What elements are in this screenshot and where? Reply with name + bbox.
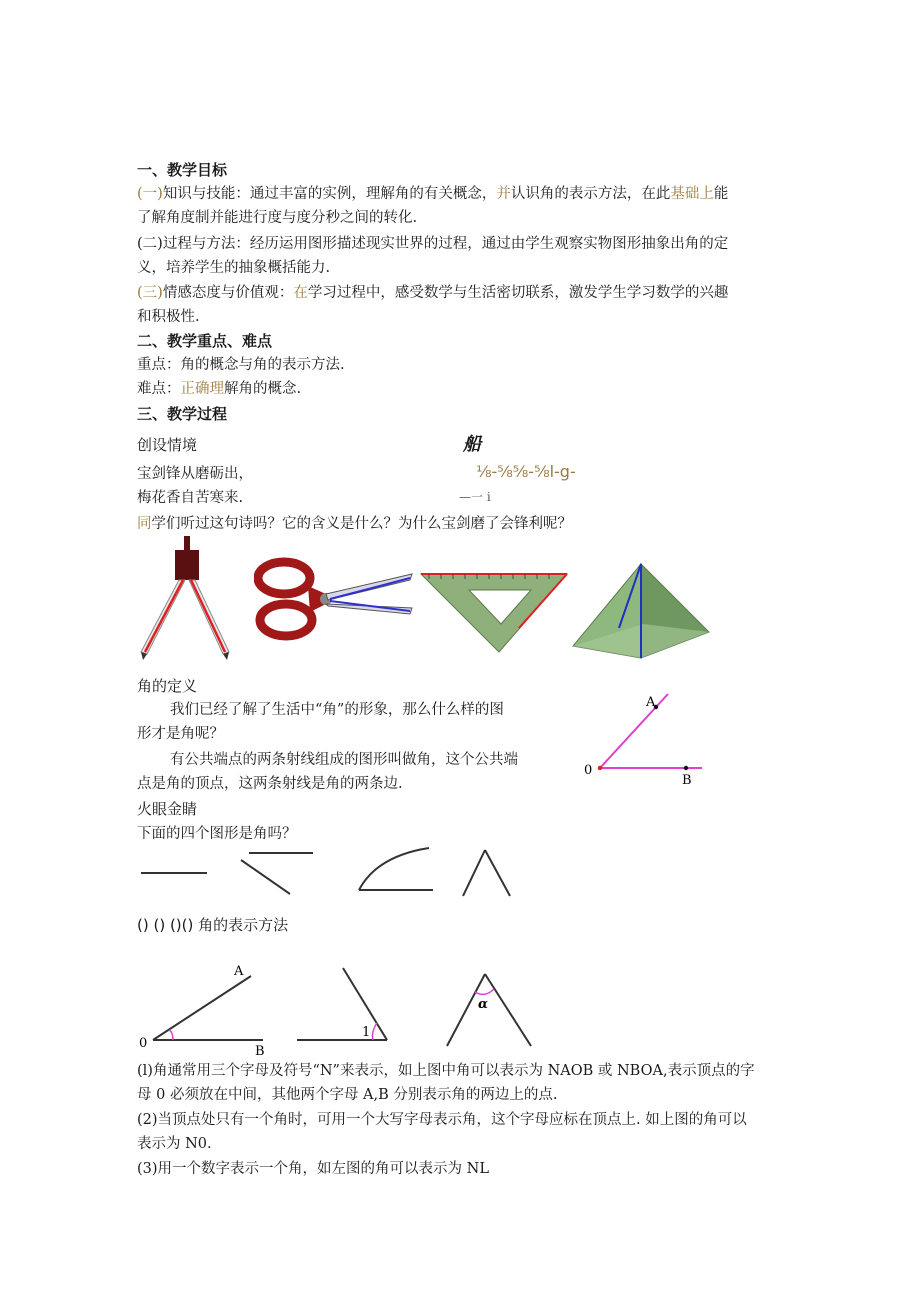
label-b: B bbox=[682, 773, 692, 788]
objective-3-text-c: 学习过程中，感受数学与生活密切联系，激发学生学习数学的兴趣 bbox=[307, 285, 729, 301]
shape-angle bbox=[463, 850, 510, 896]
poem-line-2: 梅花香自苦寒来. bbox=[137, 490, 244, 506]
angle-1-figure bbox=[297, 968, 387, 1040]
rule-2-line2: 表示为 N0. bbox=[137, 1136, 212, 1152]
angle-aob-notation-figure bbox=[139, 964, 265, 1059]
definition-title: 角的定义 bbox=[137, 677, 198, 695]
garbled-char: 船 bbox=[463, 434, 481, 455]
section1-heading: 一、教学目标 bbox=[137, 161, 228, 179]
triangle-ruler-image bbox=[419, 566, 569, 656]
definition-p1-line1: 我们已经了解了生活中“角”的形象，那么什么样的图 bbox=[170, 702, 504, 718]
rule-1-line1: (l)角通常用三个字母及符号“N”来表示，如上图中角可以表示为 NAOB 或 NBOA,表示顶点的字 bbox=[137, 1063, 755, 1079]
question-first-char: 同 bbox=[137, 516, 152, 532]
sharp-eye-question: 下面的四个图形是角吗？ bbox=[137, 826, 297, 842]
section3-heading: 三、教学过程 bbox=[137, 405, 228, 423]
poem-line-1: 宝剑锋从磨砺出， bbox=[137, 466, 253, 482]
objective-3 bbox=[137, 283, 728, 303]
label-a: A bbox=[646, 695, 656, 710]
objective-1-text-d: 基础上 bbox=[670, 186, 714, 202]
objective-1 bbox=[137, 184, 728, 204]
fig1-label-o: 0 bbox=[139, 1036, 148, 1051]
key-point: 重点：角的概念与角的表示方法. bbox=[137, 357, 345, 373]
garbled-dash: —一 ⅰ bbox=[459, 490, 491, 504]
fig1-label-a: A bbox=[234, 964, 244, 979]
angle-aob-figure bbox=[580, 688, 705, 788]
difficulty-prefix: 难点： bbox=[137, 381, 181, 397]
fig3-label: α bbox=[478, 997, 489, 1012]
objective-3-text-b: 在 bbox=[293, 285, 308, 301]
scene-title: 创设情境 bbox=[137, 436, 198, 454]
difficulty-colored: 正确理 bbox=[180, 381, 224, 397]
label-o: 0 bbox=[584, 763, 593, 778]
rule-2-line1: (2)当顶点处只有一个角时，可用一个大写字母表示角，这个字母应标在顶点上. 如上图的角可以 bbox=[137, 1112, 747, 1128]
angle-alpha-figure bbox=[447, 974, 531, 1046]
four-shapes-figure bbox=[137, 846, 537, 898]
sharp-eye-title: 火眼金睛 bbox=[137, 800, 198, 818]
rule-3: (3)用一个数字表示一个角，如左图的角可以表示为 NL bbox=[137, 1161, 489, 1177]
objective-1-text-c: 认识角的表示方法，在此 bbox=[510, 186, 671, 202]
fig2-label: 1 bbox=[362, 1025, 371, 1040]
question bbox=[137, 514, 572, 534]
rule-1-line2: 母 0 必须放在中间，其他两个字母 A,B 分别表示角的两边上的点. bbox=[137, 1087, 558, 1103]
objective-1-text-a: 知识与技能：通过丰富的实例，理解角的有关概念， bbox=[162, 186, 497, 202]
garbled-fractions: ⅛-⅝⅝-⅝l-g- bbox=[476, 462, 576, 481]
fig1-label-b: B bbox=[255, 1044, 265, 1059]
question-rest: 学们听过这句诗吗？它的含义是什么？为什么宝剑磨了会锋利呢？ bbox=[151, 516, 572, 532]
pyramid-image bbox=[571, 562, 711, 660]
objective-2-line2: 义，培养学生的抽象概括能力. bbox=[137, 260, 331, 276]
definition-p2-line2: 点是角的顶点，这两条射线是角的两条边. bbox=[137, 776, 403, 792]
notation-figures bbox=[137, 960, 547, 1060]
difficulty-rest: 解角的概念. bbox=[224, 381, 302, 397]
shape-curved-angle bbox=[359, 848, 433, 890]
compass-image bbox=[137, 536, 237, 660]
objective-3-text-a: 情感态度与价值观： bbox=[162, 285, 294, 301]
shape-broken-angle bbox=[241, 853, 313, 894]
objective-1-text-b: 并 bbox=[496, 186, 511, 202]
section2-heading: 二、教学重点、难点 bbox=[137, 332, 273, 350]
objective-1-text-e: 能 bbox=[713, 186, 729, 202]
objective-1-line2: 了解角度制并能进行度与度分秒之间的转化. bbox=[137, 210, 418, 226]
objective-3-line2: 和积极性. bbox=[137, 309, 200, 325]
definition-p2-line1: 有公共端点的两条射线组成的图形叫做角，这个公共端 bbox=[170, 752, 518, 768]
definition-p1-line2: 形才是角呢？ bbox=[137, 726, 224, 742]
notation-title: () () ()() 角的表示方法 bbox=[137, 916, 289, 934]
difficulty bbox=[137, 379, 301, 399]
objective-3-prefix: (三) bbox=[137, 285, 163, 301]
objective-2: (二)过程与方法：经历运用图形描述现实世界的过程，通过由学生观察实物图形抽象出角的定 bbox=[137, 236, 729, 252]
objective-1-prefix: (一) bbox=[137, 186, 163, 202]
scissors-image bbox=[254, 556, 414, 646]
